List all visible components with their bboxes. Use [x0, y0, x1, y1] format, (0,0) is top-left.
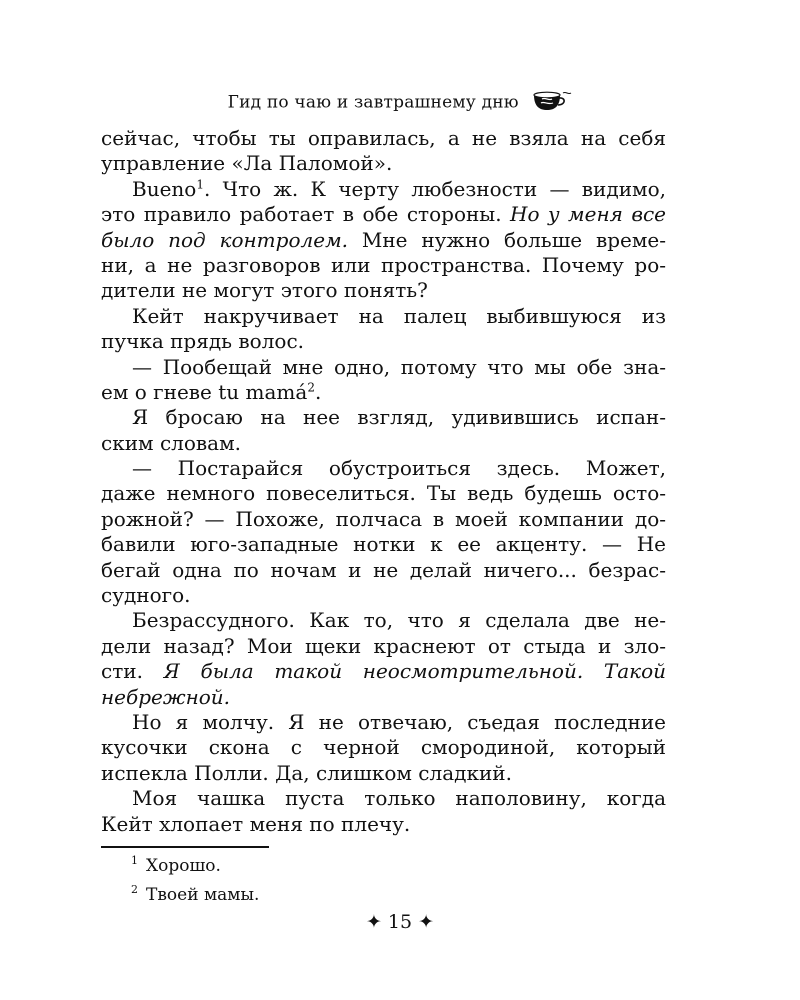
text-line — [101, 177, 666, 202]
text-segment: сейчас, чтобы ты оправилась, а не взяла на себя — [101, 126, 666, 150]
text-line — [101, 126, 666, 151]
running-header — [0, 89, 800, 116]
text-segment: Но у меня все — [510, 202, 666, 227]
text-line — [101, 532, 666, 557]
text-segment: Я была такой неосмотрительной. Такой — [163, 659, 667, 684]
text-line — [101, 710, 666, 735]
footnotes — [131, 852, 259, 910]
footnote-text: Хорошо. — [146, 856, 221, 876]
text-line — [101, 278, 666, 303]
text-line — [101, 329, 666, 354]
text-line — [101, 228, 666, 253]
teacup-icon — [532, 89, 572, 116]
text-segment: бегай одна по ночам и не делай ничего... безрас- — [101, 557, 666, 582]
text-line — [101, 380, 666, 405]
text-line — [101, 151, 666, 176]
text-line — [101, 634, 666, 659]
text-line — [101, 456, 666, 481]
page-number: 15 — [387, 911, 413, 933]
text-segment: Безрассудного. Как то, что я сделала две не- — [132, 608, 666, 633]
text-line — [101, 202, 666, 227]
text-segment: пучка прядь волос. — [101, 329, 305, 354]
text-segment: даже немного повеселиться. Ты ведь будешь осто- — [101, 481, 666, 506]
text-line — [101, 685, 666, 710]
text-segment: управление «Ла Паломой». — [101, 151, 393, 176]
text-segment: небрежной. — [101, 684, 231, 709]
text-segment: сти. — [101, 659, 164, 684]
page-folio — [0, 911, 800, 933]
text-segment: было под контролем. — [101, 227, 349, 252]
footnote-item — [131, 881, 259, 910]
text-segment: судного. — [101, 583, 191, 608]
text-segment: ни, а не разговоров или пространства. Почему ро- — [101, 252, 666, 277]
text-segment: Моя чашка пуста только наполовину, когда — [132, 786, 666, 811]
footnote-ref: 2 — [307, 380, 315, 395]
text-line — [101, 812, 666, 837]
text-segment: бавили юго-западные нотки к ее акценту. — Не — [101, 532, 666, 557]
footnote-item — [131, 852, 259, 881]
text-segment: — Постарайся обустроиться здесь. Может, — [132, 456, 666, 481]
text-line — [101, 761, 666, 786]
text-segment: ем о гневе tu mamá — [101, 379, 308, 404]
text-line — [101, 659, 666, 684]
text-segment: Bueno — [132, 176, 197, 201]
text-line — [101, 558, 666, 583]
text-line — [101, 304, 666, 329]
text-line — [101, 253, 666, 278]
text-line — [101, 608, 666, 633]
text-segment: Но я молчу. Я не отвечаю, съедая последние — [132, 709, 666, 734]
text-segment: ским словам. — [101, 430, 241, 455]
text-line — [101, 786, 666, 811]
text-segment: . — [314, 379, 322, 404]
footnote-text: Твоей мамы. — [146, 885, 260, 905]
text-segment: Кейт хлопает меня по плечу. — [101, 811, 411, 836]
star-ornament-icon: ✦ — [365, 911, 382, 933]
text-line — [101, 405, 666, 430]
text-line — [101, 431, 666, 456]
star-ornament-icon: ✦ — [418, 911, 435, 933]
text-segment: Кейт накручивает на палец выбившуюся из — [132, 303, 666, 328]
footnote-ref: 1 — [196, 177, 204, 192]
text-segment: Я бросаю на нее взгляд, удивившись испан- — [132, 405, 666, 430]
text-segment: дители не могут этого понять? — [101, 278, 428, 303]
text-segment: кусочки скона с черной смородиной, который — [101, 735, 666, 760]
text-segment: испекла Полли. Да, слишком сладкий. — [101, 760, 512, 785]
footnote-number: 1 — [131, 854, 138, 868]
text-line — [101, 355, 666, 380]
text-segment: . Что ж. К черту любезности — видимо, — [203, 176, 666, 201]
footnote-rule — [101, 846, 269, 848]
text-segment: — Пообещай мне одно, потому что мы обе зна- — [132, 354, 666, 379]
text-segment: Мне нужно больше време- — [348, 227, 666, 252]
text-line — [101, 481, 666, 506]
text-segment: дели назад? Мои щеки краснеют от стыда и зло- — [101, 633, 666, 658]
footnote-number: 2 — [131, 883, 138, 897]
text-segment: рожной? — Похоже, полчаса в моей компании до- — [101, 506, 666, 531]
text-segment: это правило работает в обе стороны. — [101, 202, 511, 227]
running-title: Гид по чаю и завтрашнему дню — [227, 92, 519, 113]
text-line — [101, 735, 666, 760]
text-line — [101, 507, 666, 532]
body-text — [101, 126, 666, 837]
text-line — [101, 583, 666, 608]
